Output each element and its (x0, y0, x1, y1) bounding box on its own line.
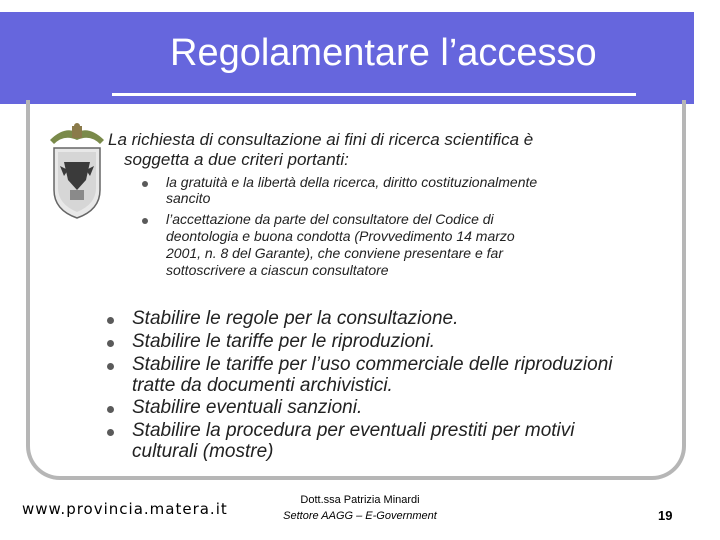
intro-text-line-1: La richiesta di consultazione ai fini di ricerca scientifica è (108, 130, 534, 149)
main-item-5-line-1: Stabilire la procedura per eventuali prestiti per motivi (132, 420, 575, 441)
footer-website: www.provincia.matera.it (22, 500, 228, 518)
footer-department: Settore AAGG – E-Government (283, 510, 437, 522)
slide-title: Regolamentare l’accesso (170, 32, 597, 74)
sub-item-1-line-1: la gratuità e la libertà della ricerca, diritto costituzionalmente (166, 174, 538, 190)
sub-item-2-line-1: l’accettazione da parte del consultatore del Codice di (166, 211, 494, 227)
bullet-dot (107, 340, 114, 347)
bullet-dot (142, 181, 148, 187)
sub-item-2-line-2: deontologia e buona condotta (Provvedimento 14 marzo (166, 228, 515, 244)
sub-item-2-line-4: sottoscrivere a ciascun consultatore (166, 262, 389, 278)
bullet-dot (107, 317, 114, 324)
main-item-5-line-2: culturali (mostre) (132, 441, 274, 462)
bullet-dot (107, 406, 114, 413)
footer-author: Dott.ssa Patrizia Minardi (300, 494, 420, 506)
main-item-4: Stabilire eventuali sanzioni. (132, 397, 363, 418)
sub-item-1-line-2: sancito (166, 190, 211, 206)
page-number: 19 (658, 508, 673, 523)
main-item-1: Stabilire le regole per la consultazione. (132, 308, 459, 329)
coat-of-arms-logo (46, 120, 108, 220)
sub-item-2-line-3: 2001, n. 8 del Garante), che conviene presentare e far (166, 245, 503, 261)
main-item-3-line-1: Stabilire le tariffe per l’uso commerciale delle riproduzioni (132, 354, 613, 375)
bullet-dot (107, 429, 114, 436)
main-item-3-line-2: tratte da documenti archivistici. (132, 375, 393, 396)
intro-text-line-2: soggetta a due criteri portanti: (124, 150, 349, 169)
bullet-dot (142, 218, 148, 224)
bullet-dot (107, 363, 114, 370)
main-item-2: Stabilire le tariffe per le riproduzioni. (132, 331, 436, 352)
title-divider (112, 93, 636, 96)
